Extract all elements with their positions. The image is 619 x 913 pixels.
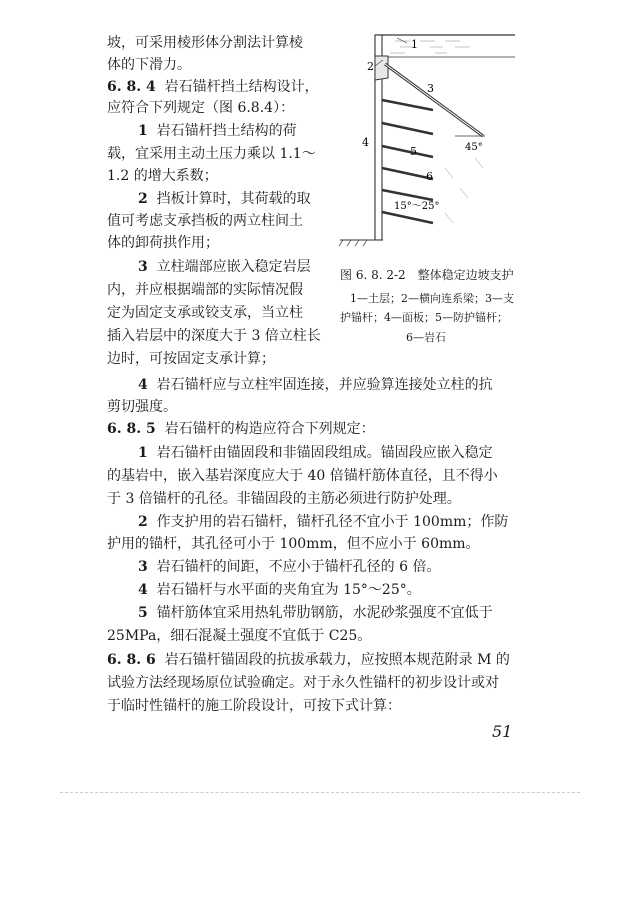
item-number: 5 [138, 605, 148, 621]
text-line: 护用的锚杆，其孔径可小于 100mm，但不应小于 60mm。 [107, 536, 480, 552]
section-number: 6. 8. 4 [107, 79, 156, 95]
text-line: 坡，可采用棱形体分割法计算棱 [107, 35, 303, 51]
section-title: 岩石锚杆的构造应符合下列规定： [164, 421, 375, 437]
figure-legend-line: 护锚杆；4—面板；5—防护锚杆； [340, 311, 508, 324]
label-3: 3 [427, 82, 434, 95]
item-text: 作支护用的岩石锚杆，锚杆孔径不宜小于 100mm；作防 [156, 514, 509, 530]
text-line: 定为固定支承或铰支承，当立柱 [107, 305, 303, 321]
item-text: 立柱端部应嵌入稳定岩层 [156, 259, 311, 275]
text-line: 载，宜采用主动土压力乘以 1.1～ [107, 146, 316, 162]
text-line: 体的下滑力。 [107, 57, 191, 73]
text-line: 的基岩中，嵌入基岩深度应大于 40 倍锚杆筋体直径，且不得小 [107, 468, 498, 484]
text-line: 于 3 倍锚杆的孔径。非锚固段的主筋必须进行防护处理。 [107, 491, 461, 507]
soil-layer [390, 41, 470, 53]
section-number: 6. 8. 5 [107, 421, 156, 437]
text-line: 边时，可按固定支承计算； [107, 351, 275, 367]
figure-legend-line: 1—土层；2—横向连系梁；3—支 [350, 292, 514, 305]
scan-artifact [60, 792, 580, 793]
item-number: 4 [138, 377, 148, 393]
item-text: 岩石锚杆与水平面的夹角宜为 15°～25°。 [156, 582, 421, 598]
figure-legend-line: 6—岩石 [406, 331, 446, 344]
item-number: 2 [138, 514, 148, 530]
text-line: 值可考虑支承挡板的两立柱间土 [107, 213, 303, 229]
label-angle-range: 15°～25° [394, 201, 440, 212]
text-line: 插入岩层中的深度大于 3 倍立柱长 [107, 328, 321, 344]
item-number: 3 [138, 559, 148, 575]
item-number: 1 [138, 123, 148, 139]
list-item-5b [138, 604, 493, 622]
list-item-1b [138, 444, 493, 462]
label-5: 5 [410, 145, 417, 158]
list-item-3 [138, 258, 311, 276]
list-item-4 [138, 376, 493, 394]
section-title: 岩石锚杆挡土结构设计， [164, 79, 319, 95]
item-text: 岩石锚杆的间距，不应小于锚杆孔径的 6 倍。 [156, 559, 441, 575]
text-line: 试验方法经现场原位试验确定。对于永久性锚杆的初步设计或对 [107, 675, 499, 691]
text-line: 于临时性锚杆的施工阶段设计，可按下式计算： [107, 698, 401, 714]
text-line: 应符合下列规定（图 6.8.4）： [107, 100, 295, 116]
label-4: 4 [362, 136, 369, 149]
section-6-8-4-heading [107, 78, 319, 96]
text-line: 剪切强度。 [107, 399, 177, 415]
list-item-4b [138, 581, 421, 599]
item-number: 2 [138, 191, 148, 207]
item-number: 4 [138, 582, 148, 598]
item-text: 锚杆筋体宜采用热轧带肋钢筋，水泥砂浆强度不宜低于 [156, 605, 493, 621]
label-1: 1 [411, 38, 418, 51]
list-item-2 [138, 190, 311, 208]
text-line: 1.2 的增大系数； [107, 168, 218, 184]
label-6: 6 [426, 170, 433, 183]
section-title: 岩石锚杆锚固段的抗拔承载力，应按照本规范附录 M 的 [164, 652, 510, 668]
figure-caption: 图 6. 8. 2-2 整体稳定边坡支护 [340, 268, 514, 282]
item-text: 挡板计算时，其荷载的取 [156, 191, 311, 207]
rock-hatch [445, 158, 483, 223]
list-item-1 [138, 122, 297, 140]
section-6-8-6-heading [107, 651, 510, 669]
item-number: 3 [138, 259, 148, 275]
label-45deg: 45° [465, 142, 483, 153]
list-item-2b [138, 513, 508, 531]
list-item-3b [138, 558, 440, 576]
text-line: 25MPa，细石混凝土强度不宜低于 C25。 [107, 628, 372, 644]
text-line: 内，并应根据端部的实际情况假 [107, 282, 303, 298]
page-number: 51 [492, 722, 513, 741]
item-text: 岩石锚杆挡土结构的荷 [156, 123, 297, 139]
item-number: 1 [138, 445, 148, 461]
figure-slope-support [335, 28, 525, 258]
item-text: 岩石锚杆由锚固段和非锚固段组成。锚固段应嵌入稳定 [156, 445, 493, 461]
section-number: 6. 8. 6 [107, 652, 156, 668]
text-line: 体的卸荷拱作用； [107, 235, 219, 251]
label-2: 2 [367, 60, 374, 73]
tie-beam [375, 56, 388, 80]
section-6-8-5-heading [107, 420, 375, 438]
item-text: 岩石锚杆应与立柱牢固连接，并应验算连接处立柱的抗 [156, 377, 493, 393]
